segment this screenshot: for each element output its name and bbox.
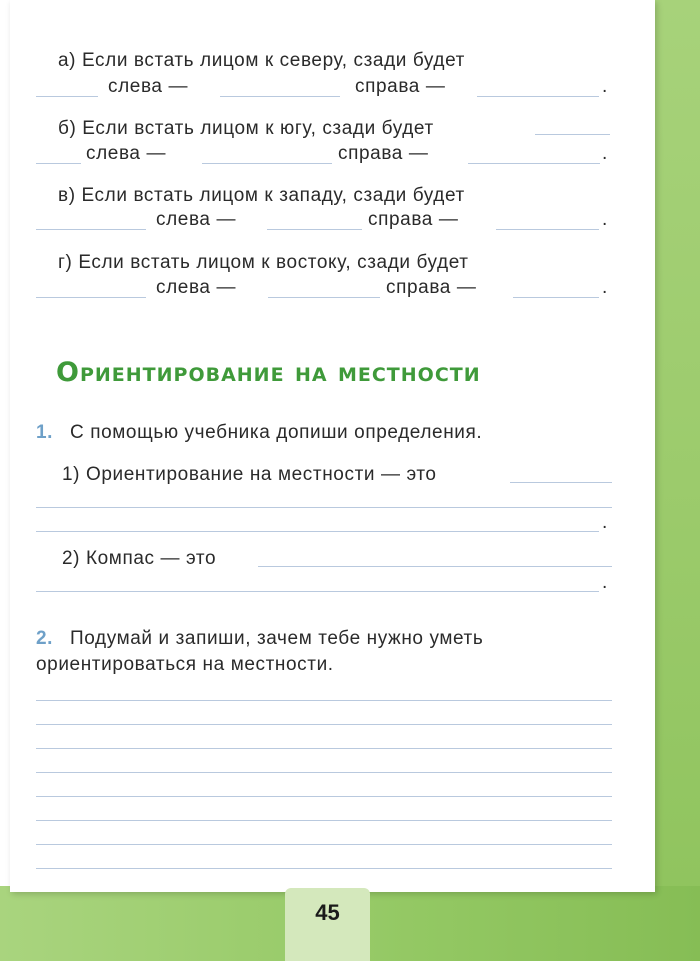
item-b-blank-left[interactable] xyxy=(202,163,332,164)
task2-answer-line-6[interactable] xyxy=(36,820,612,821)
item-b-text: б) Если встать лицом к югу, сзади будет xyxy=(58,118,434,139)
item-a-text: а) Если встать лицом к северу, сзади будет xyxy=(58,50,465,71)
task2-answer-line-8[interactable] xyxy=(36,868,612,869)
item-g-blank-behind[interactable] xyxy=(36,297,146,298)
task1-item2-answer-line-1[interactable] xyxy=(258,566,612,567)
task2-text-line2: ориентироваться на местности. xyxy=(36,654,334,675)
item-b-left-label: слева — xyxy=(86,143,167,164)
task1-item1-answer-line-1[interactable] xyxy=(510,482,612,483)
item-a-period: . xyxy=(602,76,608,97)
task1-item1-text: 1) Ориентирование на местности — это xyxy=(62,464,437,485)
item-b-blank-behind-2[interactable] xyxy=(36,163,81,164)
item-b-blank-right[interactable] xyxy=(468,163,600,164)
workbook-page xyxy=(10,0,655,892)
item-v-blank-left[interactable] xyxy=(267,229,362,230)
item-g-right-label: справа — xyxy=(386,277,477,298)
task1-item2-period: . xyxy=(602,572,608,593)
item-g-left-label: слева — xyxy=(156,277,237,298)
page-number: 45 xyxy=(315,900,340,925)
task1-item2-text: 2) Компас — это xyxy=(62,548,217,569)
task2-answer-line-1[interactable] xyxy=(36,700,612,701)
item-b-blank-behind-1[interactable] xyxy=(535,134,610,135)
page-number-tab xyxy=(285,888,370,961)
item-g-text: г) Если встать лицом к востоку, сзади будет xyxy=(58,252,469,273)
task1-text: С помощью учебника допиши определения. xyxy=(70,422,483,443)
item-b-period: . xyxy=(602,143,608,164)
task1-item1-answer-line-2[interactable] xyxy=(36,507,612,508)
item-v-right-label: справа — xyxy=(368,209,459,230)
task2-number: 2. xyxy=(36,628,54,649)
item-b-right-label: справа — xyxy=(338,143,429,164)
item-g-blank-left[interactable] xyxy=(268,297,380,298)
item-a-blank-left[interactable] xyxy=(220,96,340,97)
task2-answer-line-3[interactable] xyxy=(36,748,612,749)
task1-item1-period: . xyxy=(602,512,608,533)
item-v-blank-behind[interactable] xyxy=(36,229,146,230)
task2-answer-line-4[interactable] xyxy=(36,772,612,773)
section-title: Ориентирование на местности xyxy=(56,357,481,388)
task1-item2-answer-line-2[interactable] xyxy=(36,591,599,592)
task2-text-line1: Подумай и запиши, зачем тебе нужно уметь xyxy=(70,628,484,649)
item-a-left-label: слева — xyxy=(108,76,189,97)
item-v-text: в) Если встать лицом к западу, сзади будет xyxy=(58,185,465,206)
item-v-left-label: слева — xyxy=(156,209,237,230)
item-a-right-label: справа — xyxy=(355,76,446,97)
task2-answer-line-7[interactable] xyxy=(36,844,612,845)
item-g-period: . xyxy=(602,277,608,298)
task1-number: 1. xyxy=(36,422,54,443)
task1-item1-answer-line-3[interactable] xyxy=(36,531,599,532)
item-a-blank-right[interactable] xyxy=(477,96,599,97)
task2-answer-line-5[interactable] xyxy=(36,796,612,797)
item-v-period: . xyxy=(602,209,608,230)
item-a-blank-behind[interactable] xyxy=(36,96,98,97)
task2-answer-line-2[interactable] xyxy=(36,724,612,725)
item-v-blank-right[interactable] xyxy=(496,229,599,230)
item-g-blank-right[interactable] xyxy=(513,297,599,298)
